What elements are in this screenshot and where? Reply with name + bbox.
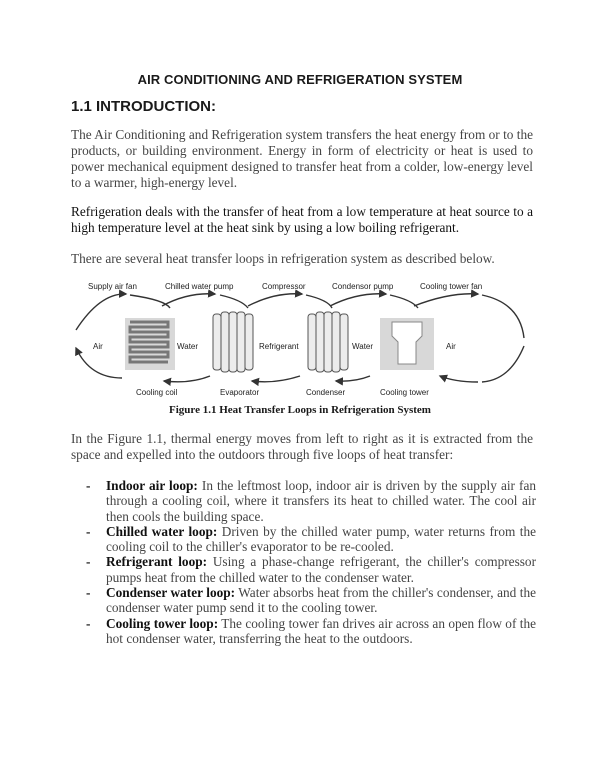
list-marker: - [86, 554, 91, 570]
label-evaporator: Evaporator [220, 388, 260, 397]
figure-caption: Figure 1.1 Heat Transfer Loops in Refrigeration System [169, 404, 431, 416]
document-title: AIR CONDITIONING AND REFRIGERATION SYSTEM [137, 72, 463, 87]
label-chilled-water-pump: Chilled water pump [165, 282, 234, 291]
label-cooling-coil: Cooling coil [136, 388, 178, 397]
paragraph-intro: The Air Conditioning and Refrigeration system transfers the heat energy from or to the products, or building environment. Energy in form of electricity or heat is used to power mechanical equipment designed to transfer heat from a colder, low-energy level to a warmer, high-energy level. [71, 127, 533, 190]
loop-name: Condenser water loop: [106, 585, 236, 601]
label-supply-air-fan: Supply air fan [88, 282, 137, 291]
list-item [86, 478, 536, 524]
loop-description: In the leftmost loop, indoor air is driven by the supply air fan through a cooling coil, where it transfers its heat to chilled water. The cool air then cools the building space. [106, 478, 537, 524]
cooling-coil-icon [125, 318, 175, 370]
section-heading: 1.1 INTRODUCTION: [71, 98, 217, 115]
list-marker: - [86, 585, 91, 601]
loop-label-water-chilled: Water [177, 342, 199, 351]
list-item [86, 585, 536, 616]
heat-transfer-figure [70, 278, 530, 398]
loop-label-air-indoor: Air [93, 342, 103, 351]
evaporator-icon [213, 312, 253, 372]
list-marker: - [86, 523, 91, 539]
label-compressor: Compressor [262, 282, 306, 291]
label-condensor-pump: Condensor pump [332, 282, 394, 291]
loop-list [86, 478, 536, 646]
list-item [86, 616, 536, 647]
paragraph-refrigeration: Refrigeration deals with the transfer of heat from a low temperature at heat source to a high temperature level at the heat sink by using a low boiling refrigerant. [71, 204, 533, 235]
loop-name: Chilled water loop: [106, 523, 218, 539]
loop-label-water-condenser: Water [352, 342, 374, 351]
loop-description: Using a phase-change refrigerant, the chiller's compressor pumps heat from the chilled water to the condenser water. [106, 554, 537, 585]
label-cooling-tower-fan: Cooling tower fan [420, 282, 483, 291]
list-item [86, 554, 536, 585]
loop-description: Driven by the chilled water pump, water returns from the cooling coil to the chiller's evaporator to be re-cooled. [106, 523, 536, 555]
list-marker: - [86, 615, 91, 631]
label-cooling-tower: Cooling tower [380, 388, 429, 397]
loop-name: Refrigerant loop: [106, 554, 208, 570]
cooling-tower-icon [380, 318, 434, 370]
paragraph-figure-description: In the Figure 1.1, thermal energy moves from left to right as it is extracted from the space and expelled into the outdoors through five loops of heat transfer: [71, 431, 533, 462]
list-item [86, 524, 536, 555]
loop-label-refrigerant: Refrigerant [259, 342, 299, 351]
loop-label-air-outdoor: Air [446, 342, 456, 351]
loop-description: Water absorbs heat from the chiller's condenser, and the condenser water pump send it to the cooling tower. [106, 585, 537, 616]
loop-name: Indoor air loop: [106, 478, 198, 493]
label-condenser: Condenser [306, 388, 346, 397]
condenser-icon [308, 312, 348, 372]
list-marker: - [86, 478, 91, 493]
paragraph-loops-intro: There are several heat transfer loops in refrigeration system as described below. [71, 251, 495, 266]
loop-name: Cooling tower loop: [106, 615, 219, 631]
loop-description: The cooling tower fan drives air across an open flow of the hot condenser water, transferring the heat to the outdoors. [106, 615, 536, 646]
